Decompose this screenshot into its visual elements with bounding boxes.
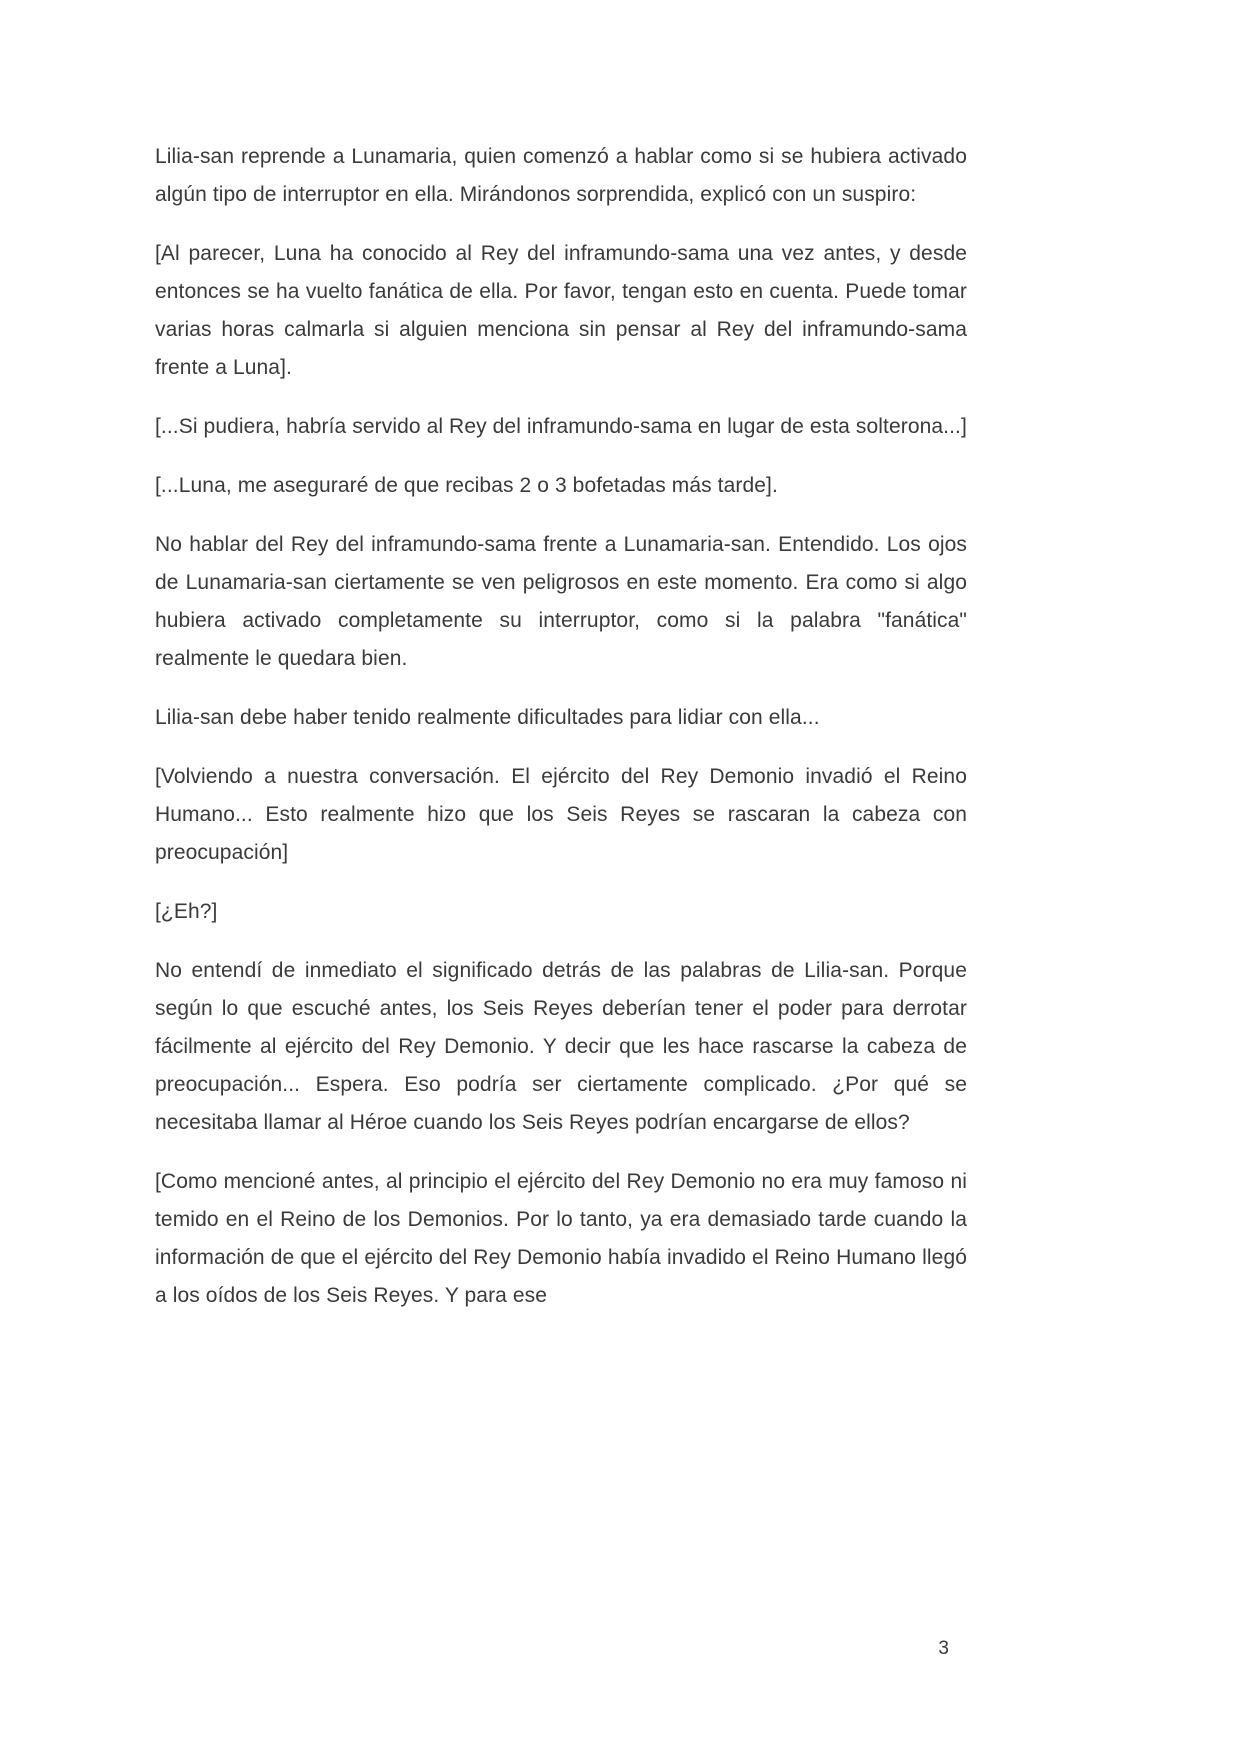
paragraph: Lilia-san debe haber tenido realmente dificultades para lidiar con ella... [155,706,820,729]
paragraph: [Al parecer, Luna ha conocido al Rey del inframundo-sama una vez antes, y desde entonces se ha vuelto fanática de ella. Por favor, tengan esto en cuenta. Puede tomar varias horas calmarla si alguien menciona sin pensar al Rey del inframundo-sama frente a Luna]. [155,242,967,379]
document-body [155,138,967,1336]
paragraph: [Volviendo a nuestra conversación. El ejército del Rey Demonio invadió el Reino Humano... Esto realmente hizo que los Seis Reyes se rascaran la cabeza con preocupación] [155,765,967,864]
paragraph: [Como mencioné antes, al principio el ejército del Rey Demonio no era muy famoso ni temido en el Reino de los Demonios. Por lo tanto, ya era demasiado tarde cuando la información de que el ejército del Rey Demonio había invadido el Reino Humano llegó a los oídos de los Seis Reyes. Y para ese [155,1170,967,1307]
paragraph: [...Si pudiera, habría servido al Rey del inframundo-sama en lugar de esta solterona...] [155,415,967,438]
paragraph: No hablar del Rey del inframundo-sama frente a Lunamaria-san. Entendido. Los ojos de Lunamaria-san ciertamente se ven peligrosos en este momento. Era como si algo hubiera activado completamente su interruptor, como si la palabra "fanática" realmente le quedara bien. [155,533,967,670]
paragraph: [...Luna, me aseguraré de que recibas 2 o 3 bofetadas más tarde]. [155,474,778,497]
page-number: 3 [938,1638,949,1659]
paragraph: No entendí de inmediato el significado detrás de las palabras de Lilia-san. Porque según lo que escuché antes, los Seis Reyes deberían tener el poder para derrotar fácilmente al ejército del Rey Demonio. Y decir que les hace rascarse la cabeza de preocupación... Espera. Eso podría ser ciertamente complicado. ¿Por qué se necesitaba llamar al Héroe cuando los Seis Reyes podrían encargarse de ellos? [155,959,967,1134]
paragraph: Lilia-san reprende a Lunamaria, quien comenzó a hablar como si se hubiera activado algún tipo de interruptor en ella. Mirándonos sorprendida, explicó con un suspiro: [155,145,967,206]
paragraph: [¿Eh?] [155,900,218,923]
